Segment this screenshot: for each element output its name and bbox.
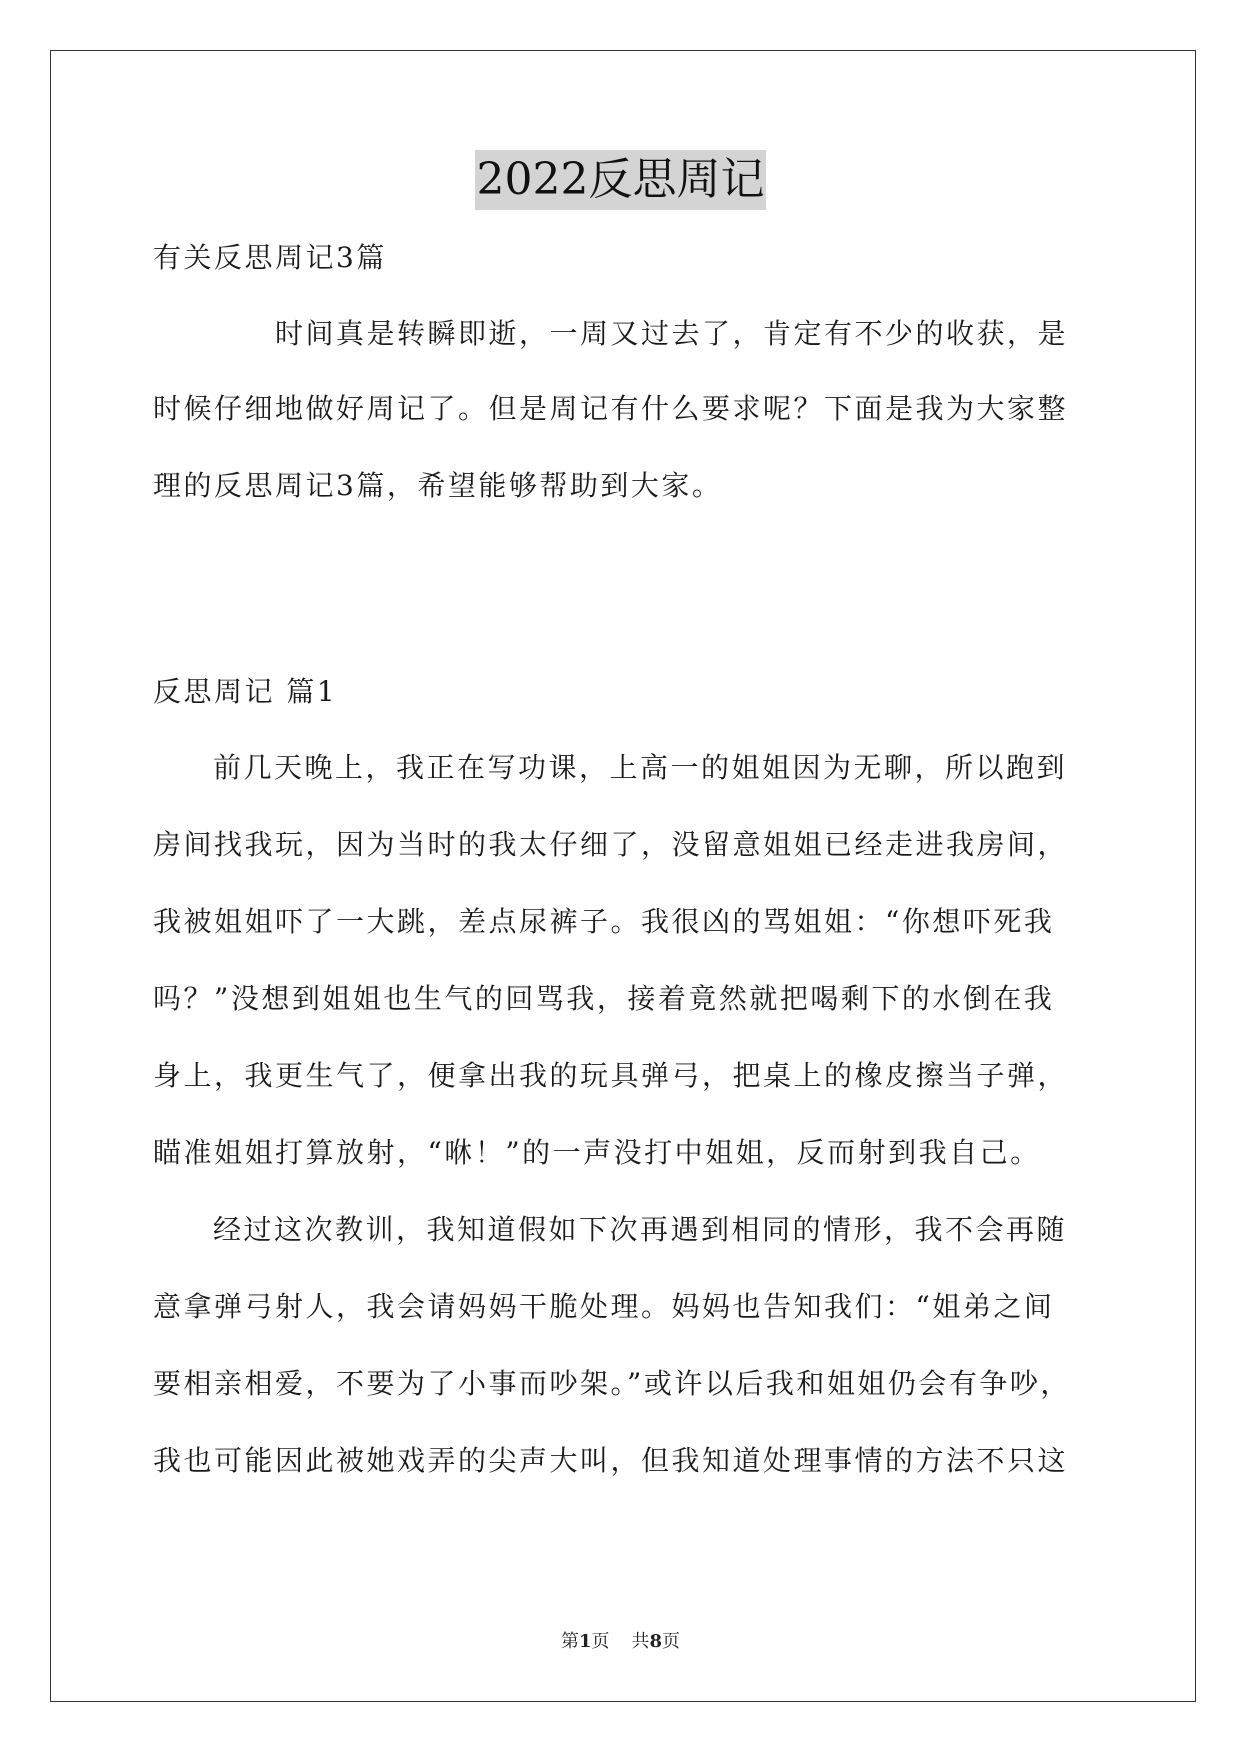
page-footer — [0, 1627, 1241, 1653]
paragraph-line: 吗？”没想到姐姐也生气的回骂我，接着竟然就把喝剩下的水倒在我 — [153, 982, 1055, 1015]
intro-line: 时间真是转瞬即逝，一周又过去了，肯定有不少的收获，是 — [275, 317, 1069, 350]
total-suffix: 页 — [662, 1631, 681, 1652]
intro-line: 时候仔细地做好周记了。但是周记有什么要求呢？下面是我为大家整 — [153, 392, 1069, 425]
paragraph-line: 经过这次教训，我知道假如下次再遇到相同的情形，我不会再随 — [213, 1213, 1068, 1246]
subtitle: 有关反思周记3篇 — [153, 241, 387, 274]
current-page-number: 1 — [578, 1631, 592, 1652]
title-container — [0, 150, 1241, 210]
document-title: 2022反思周记 — [475, 150, 767, 210]
intro-line: 理的反思周记3篇，希望能够帮助到大家。 — [153, 469, 723, 502]
total-pages-number: 8 — [649, 1631, 663, 1652]
page-prefix: 第 — [560, 1631, 579, 1652]
paragraph-line: 前几天晚上，我正在写功课，上高一的姐姐因为无聊，所以跑到 — [213, 751, 1068, 784]
paragraph-line: 房间找我玩，因为当时的我太仔细了，没留意姐姐已经走进我房间， — [153, 828, 1069, 861]
paragraph-line: 我被姐姐吓了一大跳，差点尿裤子。我很凶的骂姐姐：“你想吓死我 — [153, 905, 1055, 938]
paragraph-line: 瞄准姐姐打算放射，“咻！”的一声没打中姐姐，反而射到我自己。 — [153, 1136, 1041, 1169]
paragraph-line: 要相亲相爱，不要为了小事而吵架。”或许以后我和姐姐仍会有争吵， — [153, 1367, 1071, 1400]
paragraph-line: 意拿弹弓射人，我会请妈妈干脆处理。妈妈也告知我们：“姐弟之间 — [153, 1290, 1055, 1323]
paragraph-line: 身上，我更生气了，便拿出我的玩具弹弓，把桌上的橡皮擦当子弹， — [153, 1059, 1069, 1092]
total-prefix: 共 — [631, 1631, 650, 1652]
section-heading: 反思周记 篇1 — [153, 675, 338, 708]
page-suffix: 页 — [591, 1631, 610, 1652]
paragraph-line: 我也可能因此被她戏弄的尖声大叫，但我知道处理事情的方法不只这 — [153, 1444, 1069, 1477]
